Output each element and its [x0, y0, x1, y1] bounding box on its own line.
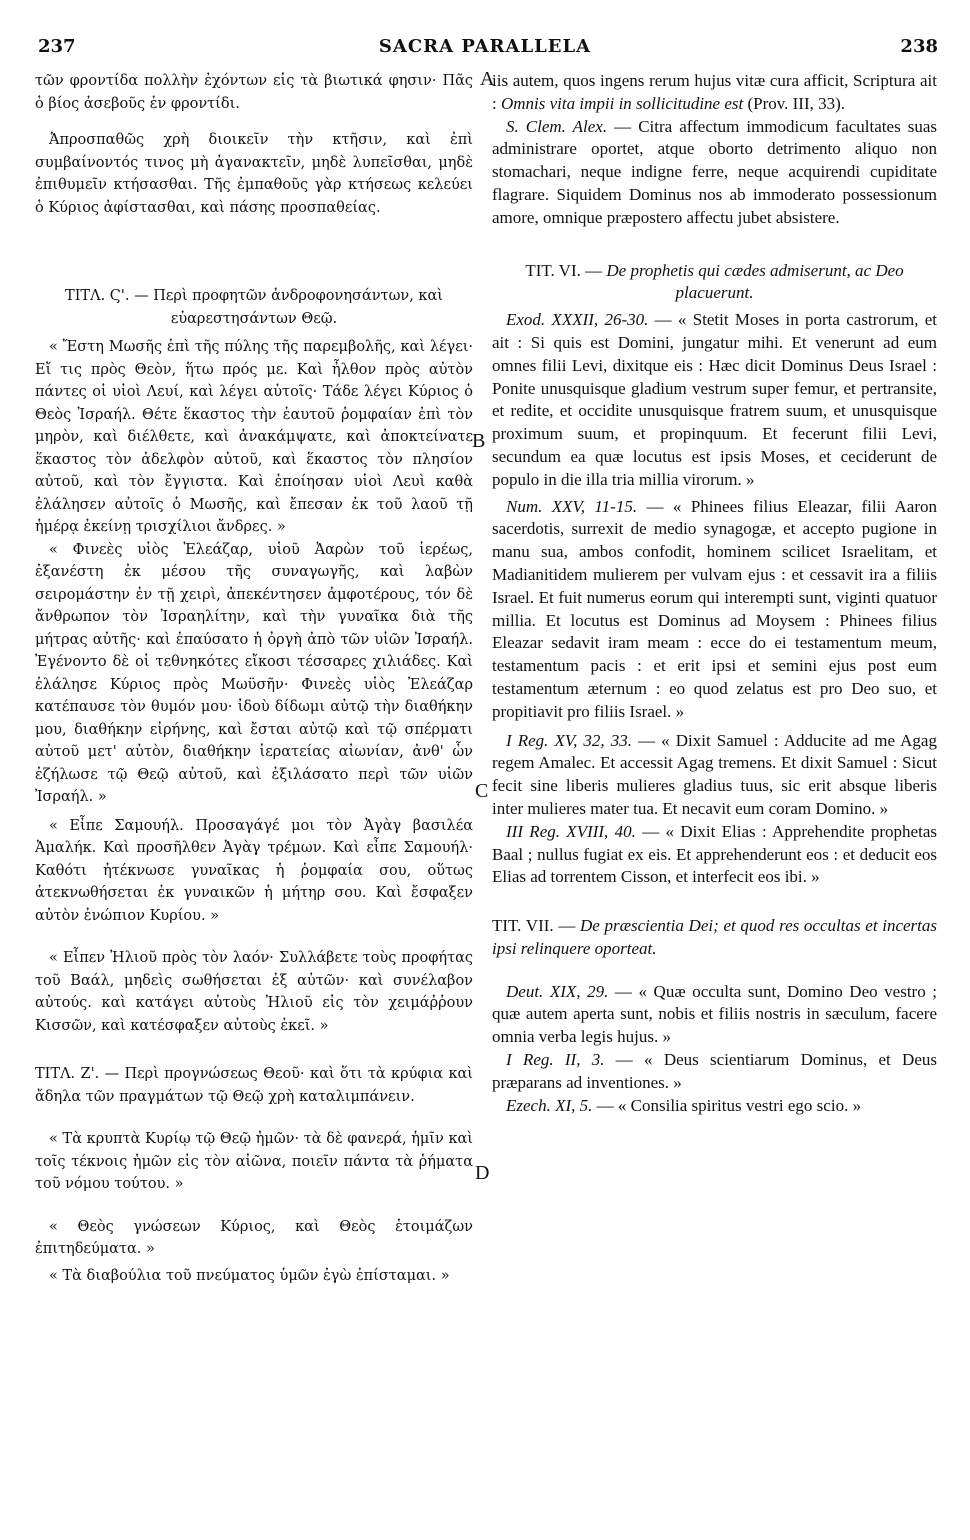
latin-reference: Num. XXV, 11-15. [506, 496, 638, 516]
page-number-left: 237 [38, 36, 76, 57]
latin-paragraph [492, 730, 937, 821]
latin-column [492, 70, 937, 1117]
latin-text: — « Consilia spiritus vestri ego scio. » [592, 1095, 862, 1115]
latin-source: S. Clem. Alex. [506, 116, 608, 136]
latin-title-6 [492, 260, 937, 306]
latin-paragraph [492, 1049, 937, 1095]
greek-paragraph: « Φινεὲς υἱὸς Ἐλεάζαρ, υἱοῦ Ἀαρὼν τοῦ ἱερέως, ἐξανέστη ἐκ μέσου τῆς συναγωγῆς, καὶ λαβὼν σειρομάστην ἐν τῇ χειρὶ, ἀπεκέντησεν ἀμφοτέρους, τόν δὲ ἄνθρωπον τὸν Ἰσραηλίτην, καὶ τὴν γυναῖκα διὰ τῆς μήτρας αὐτῆς· καὶ ἐπαύσατο ἡ ὀργὴ ἀπὸ τῶν υἱῶν Ἰσραήλ. Ἐγένοντο δὲ οἱ τεθνηκότες εἴκοσι τέσσαρες χιλιάδες. Καὶ ἐλάλησε Κύριος πρὸς Μωϋσῆν· Φινεὲς υἱὸς Ἐλεάζαρ κατέπαυσε τὸν θυμόν μου· ἰδοὺ δίδωμι αὐτῷ τὴν διαθήκην μου, διαθήκην εἰρήνης, καὶ ἔσται αὐτῷ καὶ τῷ σπέρματι αὐτοῦ μετ' αὐτὸν, διαθήκην ἱερατείας αἰωνίαν, ἀνθ' ὧν ἐζήλωσε τῷ Θεῷ αὐτοῦ, καὶ ἐξιλάσατο περὶ τῶν υἱῶν Ἰσραήλ. » [35, 541, 473, 805]
latin-paragraph [492, 821, 937, 889]
title-label: TIT. VII. — [492, 916, 581, 936]
margin-letter-d: D [475, 1162, 490, 1184]
latin-reference: III Reg. XVIII, 40. [506, 821, 636, 841]
latin-reference: I Reg. II, 3. [506, 1050, 605, 1070]
latin-reference: (Prov. III, 33). [743, 93, 846, 113]
greek-title-6: ΤΙΤΛ. Ϛ'. — Περὶ προφητῶν ἀνδροφονησάντων, καὶ εὐαρεστησάντων Θεῷ. [65, 288, 443, 327]
latin-text: — Citra affectum immodicum facultates suas administrare oportet, atque oborto detrimento aliquo non stomachari, neque indigne ferre, neque acquirendi cupiditate flagrare. Siquidem Dominus nos ab immoderato possessionum amore, omnique præpostero affectu jubet absistere. [492, 116, 937, 227]
greek-paragraph: Ἀπροσπαθῶς χρὴ διοικεῖν τὴν κτῆσιν, καὶ ἐπὶ συμβαίνοντός τινος μὴ ἀγανακτεῖν, μηδὲ λυπεῖσθαι, μηδὲ ἐπιθυμεῖν κτήσασθαι. Τῆς ἐμπαθοῦς γὰρ κτήσεως κελεύει ὁ Κύριος ἀφίστασθαι, καὶ πάσης προσπαθείας. [35, 132, 473, 216]
margin-letter-c: C [475, 780, 489, 802]
page-number-right: 238 [900, 36, 938, 57]
latin-text: — « Dixit Samuel : Adducite ad me Agag regem Amalec. Et accessit Agag tremens. Et dixit Samuel : Sicut fecit sine liberis mulieres gladius tuus, sic erit absque liberis inter mulieres mater tua. Et necavit eum coram Domino. » [492, 730, 937, 818]
title-label: TIT. VI. — [525, 260, 607, 280]
title-text: De prophetis qui cædes admiserunt, ac Deo placuerunt. [606, 260, 904, 303]
latin-paragraph [492, 70, 937, 116]
greek-title-7: ΤΙΤΛ. Ζ'. — Περὶ προγνώσεως Θεοῦ· καὶ ὅτι τὰ κρύφια καὶ ἄδηλα τῶν πραγμάτων τῷ Θεῷ χρὴ καταλιμπάνειν. [35, 1066, 473, 1105]
latin-text: — « Phinees filius Eleazar, filii Aaron sacerdotis, surrexit de medio synagogæ, et accepto pugione in manu sua, ambos confodit, hominem scilicet Israelitam, et Madianitidem mulierem per vulvam ejus : et cessavit ira a filiis Israel. Et fuit numerus eorum qui interempti sunt, viginti quatuor millia. Et locutus est Dominus ad Moysem : Phinees filius Eleazar sedavit iram meam : ecce do ei testamentum meum, testamentum pacis : et erit ipsi et semini ejus post eum testamentum æternum : eo quod zelatus est pro Deo suo, et propitiavit pro filiis Israel. » [492, 496, 937, 721]
greek-paragraph: « Ἔστη Μωσῆς ἐπὶ τῆς πύλης τῆς παρεμβολῆς, καὶ λέγει· Εἴ τις πρὸς Θεὸν, ἥτω πρός με. Καὶ ἦλθον πρὸς αὐτὸν πάντες οἱ υἱοὶ Λευί, καὶ λέγει αὐτοῖς· Τάδε λέγει Κύριος ὁ Θεὸς Ἰσραήλ. Θέτε ἕκαστος τὴν ἑαυτοῦ ῥομφαίαν ἐπὶ τὸν μηρὸν, καὶ διέλθετε, καὶ ἀνακάμψατε, καὶ ἀποκτείνατε ἕκαστος τὸν ἀδελφὸν αὐτοῦ, καὶ ἕκαστος τὸν πλησίον αὐτοῦ, καὶ τὸν ἔγγιστα. Καὶ ἐποίησαν υἱοὶ Λευὶ καθὰ ἐλάλησεν αὐτοῖς ὁ Μωσῆς, καὶ ἔπεσαν ἐκ τοῦ λαοῦ τῇ ἡμέρᾳ ἐκείνῃ τρισχίλιοι ἄνδρες. » [35, 339, 473, 535]
margin-letter-b: B [472, 430, 486, 452]
latin-paragraph [492, 116, 937, 230]
latin-title-7 [492, 915, 937, 961]
latin-paragraph [492, 1095, 937, 1118]
greek-paragraph: « Τὰ κρυπτὰ Κυρίῳ τῷ Θεῷ ἡμῶν· τὰ δὲ φανερά, ἡμῖν καὶ τοῖς τέκνοις ἡμῶν εἰς τὸν αἰῶνα, ποιεῖν πάντα τὰ ῥήματα τοῦ νόμου τούτου. » [35, 1131, 473, 1192]
latin-reference: Deut. XIX, 29. [506, 981, 609, 1001]
title-text: De præscientia Dei; et quod res occultas et incertas ipsi relinquere oporteat. [492, 916, 937, 958]
latin-reference: Exod. XXXII, 26-30. [506, 310, 649, 330]
greek-paragraph: « Εἶπεν Ἠλιοῦ πρὸς τὸν λαόν· Συλλάβετε τοὺς προφήτας τοῦ Βαάλ, μηδεὶς σωθήσεται ἐξ αὐτῶν· καὶ συνέλαβον αὐτούς. καὶ κατάγει αὐτοὺς Ἠλιοῦ εἰς τὸν χειμάῤῥουν Κισσῶν, καὶ κατέσφαξεν αὐτοὺς ἐκεῖ. » [35, 950, 473, 1034]
latin-quote: Omnis vita impii in sollicitudine est [500, 93, 744, 113]
latin-paragraph [492, 496, 937, 724]
page-header [30, 30, 940, 60]
greek-column [35, 70, 473, 1287]
latin-text: — « Stetit Moses in porta castrorum, et ait : Si quis est Domini, jungatur mihi. Et venerunt ad eum omnes filii Levi, dixitque eis : Hæc dicit Dominus Deus Israel : Ponite unusquisque gladium vestrum super femur, et pertransite, et redite, et occidite unusquisque fratrem suum, et unusquisque proximum suum, et propinquum. Et fecerunt filii Levi, secundum ea quæ locutus est ipsis Moses, et ceciderunt de populo in die illa tria millia virorum. » [492, 310, 937, 489]
greek-paragraph: « Εἶπε Σαμουήλ. Προσαγάγέ μοι τὸν Ἀγὰγ βασιλέα Ἀμαλήκ. Καὶ προσῆλθεν Ἀγὰγ τρέμων. Καὶ εἶπε Σαμουήλ· Καθότι ἠτέκνωσε γυναῖκας ἡ ῥομφαία σου, οὕτως ἀτεκνωθήσεται ἐκ γυναικῶν ἡ μήτηρ σου. Καὶ ἔσφαξεν αὐτὸν ἐνώπιον Κυρίου. » [35, 817, 473, 924]
latin-text: — « Quæ occulta sunt, Domino Deo vestro ; quæ autem aperta sunt, nobis et filiis nostris in sæculum, facere omnia verba legis hujus. » [492, 981, 937, 1047]
running-title: SACRA PARALLELA [378, 36, 592, 57]
latin-reference: I Reg. XV, 32, 33. [506, 730, 632, 750]
greek-paragraph: « Τὰ διαβούλια τοῦ πνεύματος ὑμῶν ἐγὼ ἐπίσταμαι. » [49, 1267, 450, 1284]
greek-paragraph: « Θεὸς γνώσεων Κύριος, καὶ Θεὸς ἑτοιμάζων ἐπιτηδεύματα. » [35, 1218, 473, 1257]
margin-letter-a: A [480, 68, 495, 90]
latin-reference: Ezech. XI, 5. [506, 1095, 593, 1115]
latin-paragraph [492, 981, 937, 1049]
latin-text: — « Dixit Elias : Apprehendite prophetas Baal ; nullus fugiat ex eis. Et apprehenderunt eos : et deducit eos Elias ad torrentem Cisson, et interfecit eos ibi. » [492, 821, 937, 887]
latin-text: iis autem, quos ingens rerum hujus vitæ cura afficit, Scriptura ait : [492, 71, 937, 113]
latin-text: — « Deus scientiarum Dominus, et Deus præparans ad inventiones. » [492, 1050, 937, 1092]
greek-paragraph: τῶν φροντίδα πολλὴν ἐχόντων εἰς τὰ βιωτικά φησιν· Πᾶς ὁ βίος ἀσεβοῦς ἐν φροντίδι. [35, 73, 473, 112]
latin-paragraph [492, 309, 937, 491]
